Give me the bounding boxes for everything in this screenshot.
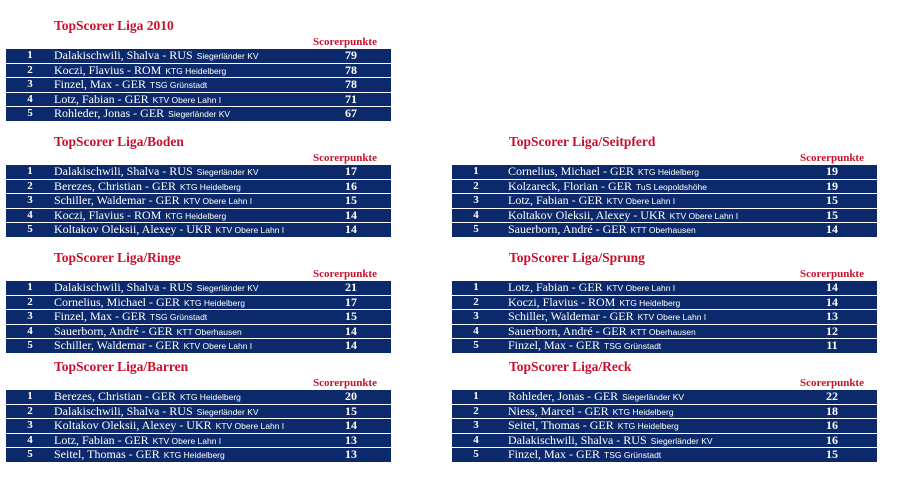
table-row [6, 93, 391, 107]
name-cell [54, 448, 225, 463]
club-name: KTG Heidelberg [165, 65, 227, 76]
rank-cell: 2 [27, 179, 33, 192]
name-cell [508, 434, 713, 449]
scorer-table [6, 165, 391, 237]
name-cell [508, 448, 661, 463]
name-cell [508, 310, 706, 325]
club-name: TuS Leopoldshöhe [635, 181, 708, 192]
player-name: Lotz, Fabian - GER [54, 432, 149, 447]
points-cell: 19 [826, 164, 838, 178]
table-row [452, 223, 877, 237]
club-name: KTG Heidelberg [179, 181, 241, 192]
name-cell [54, 194, 252, 209]
table-row [6, 107, 391, 121]
club-name: TSG Grünstadt [150, 312, 208, 323]
points-cell: 14 [345, 207, 357, 222]
name-cell [508, 281, 675, 296]
club-name: KTT Oberhausen [630, 225, 696, 236]
table-row [6, 405, 391, 419]
player-name: Berezes, Christian - GER [54, 389, 176, 403]
name-cell [508, 405, 674, 420]
block-title: TopScorer Liga 2010 [54, 18, 174, 33]
club-name: KTV Obere Lahn I [215, 225, 285, 236]
name-cell [54, 93, 221, 108]
points-cell: 19 [826, 178, 838, 193]
name-cell [54, 64, 226, 79]
name-cell [54, 296, 245, 311]
table-row [6, 434, 391, 448]
name-cell [54, 310, 207, 325]
points-cell: 15 [826, 207, 838, 222]
player-name: Dalakischwili, Shalva - RUS [54, 164, 193, 178]
rank-cell: 5 [473, 223, 479, 236]
name-cell [54, 325, 242, 340]
name-cell [54, 419, 284, 434]
table-row [6, 339, 391, 353]
player-name: Niess, Marcel - GER [508, 403, 609, 418]
points-cell: 14 [345, 418, 357, 433]
table-row [6, 390, 391, 404]
rank-cell: 5 [27, 107, 33, 120]
points-cell: 14 [826, 222, 838, 237]
table-row [452, 209, 877, 223]
rank-cell: 2 [27, 63, 33, 76]
name-cell [54, 180, 241, 195]
name-cell [508, 194, 675, 209]
block-title: TopScorer Liga/Seitpferd [509, 134, 656, 149]
player-name: Rohleder, Jonas - GER [508, 389, 619, 403]
player-name: Koczi, Flavius - ROM [54, 207, 162, 222]
points-cell: 15 [345, 309, 357, 324]
table-row [452, 419, 877, 433]
points-cell: 13 [826, 309, 838, 324]
player-name: Lotz, Fabian - GER [508, 280, 603, 294]
name-cell [508, 209, 738, 224]
player-name: Sauerborn, André - GER [508, 222, 627, 237]
club-name: KTG Heidelberg [637, 167, 699, 177]
club-name: Siegerländer KV [196, 167, 259, 177]
points-cell: 17 [345, 164, 357, 178]
rank-cell: 3 [27, 310, 33, 323]
scorer-table [452, 281, 877, 353]
name-cell [54, 78, 207, 93]
player-name: Schiller, Waldemar - GER [508, 309, 634, 324]
points-cell: 18 [826, 403, 838, 418]
club-name: Siegerländer KV [650, 435, 713, 446]
rank-cell: 4 [473, 208, 479, 221]
club-name: KTV Obere Lahn I [183, 196, 253, 207]
player-name: Dalakischwili, Shalva - RUS [54, 403, 193, 418]
points-cell: 21 [345, 280, 357, 294]
player-name: Dalakischwili, Shalva - RUS [54, 280, 193, 294]
rank-cell: 5 [27, 448, 33, 461]
rank-cell: 2 [473, 179, 479, 192]
column-header-scorerpunkte: Scorerpunkte [313, 377, 377, 389]
table-row [6, 209, 391, 223]
table-row [452, 180, 877, 194]
points-cell: 14 [826, 280, 838, 294]
name-cell [508, 390, 684, 405]
table-row [6, 296, 391, 310]
name-cell [508, 325, 696, 340]
points-cell: 16 [826, 418, 838, 433]
club-name: KTV Obere Lahn I [183, 341, 253, 352]
club-name: KTV Obere Lahn I [606, 283, 676, 293]
rank-cell: 1 [473, 165, 479, 177]
player-name: Sauerborn, André - GER [508, 323, 627, 338]
club-name: KTV Obere Lahn I [606, 196, 676, 207]
table-row [6, 49, 391, 63]
table-row [6, 223, 391, 237]
rank-cell: 5 [473, 448, 479, 461]
player-name: Cornelius, Michael - GER [54, 294, 180, 309]
player-name: Sauerborn, André - GER [54, 323, 173, 338]
points-cell: 14 [826, 294, 838, 309]
points-cell: 22 [826, 389, 838, 403]
rank-cell: 4 [27, 324, 33, 337]
points-cell: 15 [826, 447, 838, 462]
name-cell [54, 405, 259, 420]
table-row [6, 281, 391, 295]
points-cell: 78 [345, 77, 357, 92]
player-name: Lotz, Fabian - GER [508, 193, 603, 208]
player-name: Finzel, Max - GER [508, 447, 600, 462]
table-row [452, 165, 877, 179]
player-name: Koczi, Flavius - ROM [508, 294, 616, 309]
club-name: KTV Obere Lahn I [215, 421, 285, 432]
points-cell: 13 [345, 432, 357, 447]
block-title: TopScorer Liga/Reck [509, 359, 632, 374]
points-cell: 15 [345, 403, 357, 418]
table-row [452, 339, 877, 353]
rank-cell: 4 [27, 92, 33, 105]
name-cell [54, 209, 226, 224]
player-name: Seitel, Thomas - GER [508, 418, 614, 433]
points-cell: 14 [345, 323, 357, 338]
club-name: KTT Oberhausen [176, 326, 242, 337]
rank-cell: 1 [473, 281, 479, 293]
rank-cell: 2 [27, 295, 33, 308]
name-cell [508, 419, 679, 434]
points-cell: 20 [345, 389, 357, 403]
club-name: KTG Heidelberg [612, 406, 674, 417]
club-name: Siegerländer KV [622, 392, 685, 402]
column-header-scorerpunkte: Scorerpunkte [313, 152, 377, 164]
club-name: KTV Obere Lahn I [152, 94, 222, 105]
table-row [6, 325, 391, 339]
scorer-table [6, 281, 391, 353]
points-cell: 13 [345, 447, 357, 462]
name-cell [54, 390, 241, 405]
club-name: KTT Oberhausen [630, 326, 696, 337]
table-row [6, 180, 391, 194]
points-cell: 15 [826, 193, 838, 208]
name-cell [508, 296, 680, 311]
player-name: Dalakischwili, Shalva - RUS [508, 432, 647, 447]
table-row [6, 310, 391, 324]
club-name: KTG Heidelberg [619, 297, 681, 308]
column-header-scorerpunkte: Scorerpunkte [800, 377, 864, 389]
club-name: TSG Grünstadt [604, 341, 662, 352]
rank-cell: 2 [473, 295, 479, 308]
rank-cell: 2 [473, 404, 479, 417]
rank-cell: 3 [473, 310, 479, 323]
player-name: Rohleder, Jonas - GER [54, 106, 165, 121]
scorer-table [6, 49, 391, 121]
rank-cell: 1 [473, 390, 479, 402]
player-name: Finzel, Max - GER [508, 338, 600, 353]
player-name: Cornelius, Michael - GER [508, 164, 634, 178]
column-header-scorerpunkte: Scorerpunkte [313, 36, 377, 48]
rank-cell: 5 [473, 339, 479, 352]
player-name: Dalakischwili, Shalva - RUS [54, 48, 193, 62]
rank-cell: 3 [473, 419, 479, 432]
player-name: Schiller, Waldemar - GER [54, 338, 180, 353]
player-name: Seitel, Thomas - GER [54, 447, 160, 462]
points-cell: 12 [826, 323, 838, 338]
points-cell: 11 [826, 338, 838, 353]
rank-cell: 3 [27, 78, 33, 91]
block-title: TopScorer Liga/Boden [54, 134, 184, 149]
club-name: Siegerländer KV [168, 109, 231, 120]
name-cell [508, 339, 661, 354]
club-name: KTV Obere Lahn I [152, 435, 222, 446]
table-row [452, 405, 877, 419]
points-cell: 17 [345, 294, 357, 309]
player-name: Koltakov Oleksii, Alexey - UKR [54, 222, 212, 237]
name-cell [54, 49, 259, 64]
points-cell: 15 [345, 193, 357, 208]
club-name: KTG Heidelberg [165, 210, 227, 221]
name-cell [508, 223, 696, 238]
table-row [452, 281, 877, 295]
club-name: KTG Heidelberg [163, 450, 225, 461]
points-cell: 79 [345, 48, 357, 62]
block-title: TopScorer Liga/Barren [54, 359, 189, 374]
name-cell [54, 281, 259, 296]
points-cell: 67 [345, 106, 357, 121]
rank-cell: 2 [27, 404, 33, 417]
player-name: Finzel, Max - GER [54, 309, 146, 324]
name-cell [508, 165, 699, 180]
column-header-scorerpunkte: Scorerpunkte [800, 152, 864, 164]
rank-cell: 5 [27, 223, 33, 236]
rank-cell: 3 [473, 194, 479, 207]
table-row [452, 325, 877, 339]
table-row [6, 64, 391, 78]
rank-cell: 4 [473, 324, 479, 337]
rank-cell: 3 [27, 194, 33, 207]
player-name: Lotz, Fabian - GER [54, 91, 149, 106]
player-name: Berezes, Christian - GER [54, 178, 176, 193]
table-row [452, 434, 877, 448]
points-cell: 78 [345, 62, 357, 77]
column-header-scorerpunkte: Scorerpunkte [800, 268, 864, 280]
table-row [452, 448, 877, 462]
club-name: Siegerländer KV [196, 283, 259, 293]
table-row [6, 165, 391, 179]
table-row [452, 296, 877, 310]
club-name: TSG Grünstadt [150, 80, 208, 91]
scorer-table [6, 390, 391, 462]
name-cell [54, 223, 284, 238]
points-cell: 14 [345, 338, 357, 353]
name-cell [508, 180, 707, 195]
rank-cell: 4 [27, 433, 33, 446]
rank-cell: 1 [27, 281, 33, 293]
table-row [6, 448, 391, 462]
block-title: TopScorer Liga/Ringe [54, 250, 181, 265]
club-name: KTV Obere Lahn I [669, 210, 739, 221]
rank-cell: 1 [27, 390, 33, 402]
table-row [6, 78, 391, 92]
player-name: Kolzareck, Florian - GER [508, 178, 632, 193]
club-name: TSG Grünstadt [604, 450, 662, 461]
player-name: Koltakov Oleksii, Alexey - UKR [508, 207, 666, 222]
player-name: Koltakov Oleksii, Alexey - UKR [54, 418, 212, 433]
club-name: KTV Obere Lahn I [637, 312, 707, 323]
club-name: KTG Heidelberg [617, 421, 679, 432]
table-row [452, 310, 877, 324]
name-cell [54, 339, 252, 354]
table-row [452, 390, 877, 404]
rank-cell: 3 [27, 419, 33, 432]
club-name: Siegerländer KV [196, 51, 259, 61]
scorer-table [452, 390, 877, 462]
table-row [6, 194, 391, 208]
club-name: KTG Heidelberg [183, 297, 245, 308]
name-cell [54, 434, 221, 449]
rank-cell: 4 [473, 433, 479, 446]
name-cell [54, 165, 259, 180]
table-row [452, 194, 877, 208]
block-title: TopScorer Liga/Sprung [509, 250, 645, 265]
points-cell: 71 [345, 91, 357, 106]
rank-cell: 1 [27, 49, 33, 61]
player-name: Finzel, Max - GER [54, 77, 146, 92]
rank-cell: 4 [27, 208, 33, 221]
points-cell: 14 [345, 222, 357, 237]
player-name: Schiller, Waldemar - GER [54, 193, 180, 208]
rank-cell: 1 [27, 165, 33, 177]
rank-cell: 5 [27, 339, 33, 352]
scorer-table [452, 165, 877, 237]
player-name: Koczi, Flavius - ROM [54, 62, 162, 77]
points-cell: 16 [826, 432, 838, 447]
column-header-scorerpunkte: Scorerpunkte [313, 268, 377, 280]
club-name: Siegerländer KV [196, 406, 259, 417]
table-row [6, 419, 391, 433]
name-cell [54, 107, 230, 122]
points-cell: 16 [345, 178, 357, 193]
club-name: KTG Heidelberg [179, 392, 241, 402]
